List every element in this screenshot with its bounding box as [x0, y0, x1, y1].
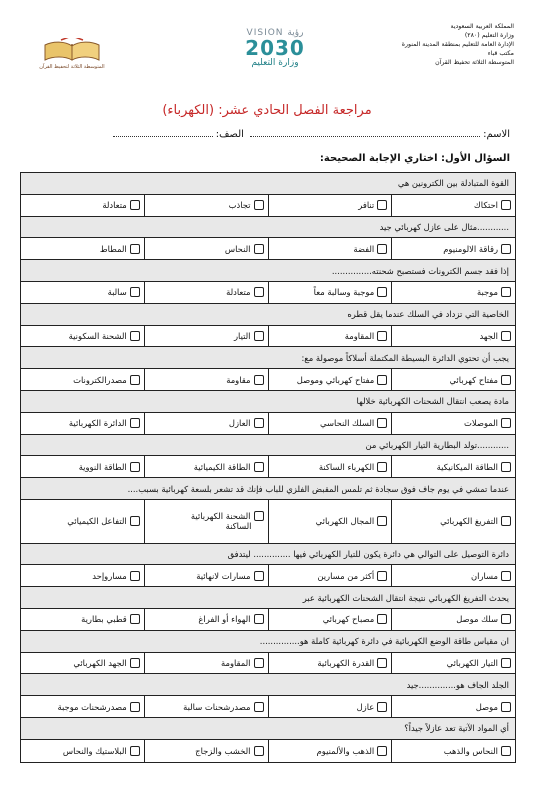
checkbox-icon[interactable]	[130, 462, 140, 472]
option-label: موجبة	[476, 287, 498, 298]
option-label: التيار الكهربائي	[446, 657, 498, 668]
option-label: الشحنة الكهربائية	[190, 511, 251, 522]
answer-option[interactable]	[21, 282, 144, 303]
question-stem: يحدث التفريغ الكهربائي نتيجة انتقال الشحنات الكهربائية عبر	[21, 587, 515, 609]
answer-option[interactable]	[144, 238, 268, 259]
option-label: النحاس والذهب	[443, 745, 498, 756]
answer-options-row	[21, 195, 515, 217]
option-label: الجهد الكهربائي	[73, 657, 127, 668]
option-label: الذهب والألمنيوم	[316, 745, 375, 756]
answer-option[interactable]	[391, 238, 515, 259]
vision-year: 2030	[245, 36, 305, 60]
checkbox-icon[interactable]	[501, 746, 511, 756]
answer-option[interactable]	[268, 653, 392, 674]
checkbox-icon[interactable]	[130, 614, 140, 624]
checkbox-icon[interactable]	[130, 516, 140, 526]
page-title: مراجعة الفصل الحادي عشر: (الكهرباء)	[162, 103, 372, 118]
checkbox-icon[interactable]	[254, 375, 264, 385]
checkbox-icon[interactable]	[501, 418, 511, 428]
checkbox-icon[interactable]	[377, 658, 387, 668]
checkbox-icon[interactable]	[254, 702, 264, 712]
question-stem: القوة المتبادلة بين الكترونين هي	[21, 173, 515, 195]
ministry-name: وزارة التعليم	[251, 58, 299, 68]
answer-option[interactable]	[144, 740, 268, 762]
answer-option[interactable]	[21, 238, 144, 259]
answer-option[interactable]	[144, 413, 268, 434]
answer-option[interactable]	[391, 369, 515, 390]
option-label: موجبة وسالبة معاً	[313, 287, 375, 298]
checkbox-icon[interactable]	[377, 200, 387, 210]
option-label: الجهد	[479, 330, 498, 341]
checkbox-icon[interactable]	[377, 746, 387, 756]
checkbox-icon[interactable]	[130, 746, 140, 756]
answer-option[interactable]	[391, 696, 515, 717]
question-stem: دائرة التوصيل على التوالي هي دائرة يكون للتيار الكهربائي فيها .............. ليتدفق	[21, 544, 515, 566]
answer-options-row	[21, 282, 515, 304]
header-line: الإدارة العامة للتعليم بمنطقة المدينة المنورة	[401, 41, 514, 48]
option-label: الخشب والزجاج	[195, 745, 251, 756]
answer-option[interactable]	[268, 282, 392, 303]
checkbox-icon[interactable]	[377, 244, 387, 254]
name-label: الاسم:	[483, 129, 510, 140]
option-label: مساران	[470, 570, 498, 581]
option-label: مساروإحد	[92, 570, 127, 581]
checkbox-icon[interactable]	[130, 200, 140, 210]
answer-option[interactable]	[391, 456, 515, 477]
answer-option[interactable]	[268, 500, 392, 543]
checkbox-icon[interactable]	[377, 375, 387, 385]
option-label: الطاقة الميكانيكية	[436, 461, 498, 472]
checkbox-icon[interactable]	[130, 244, 140, 254]
option-label: الهواء أو الفراغ	[198, 614, 251, 625]
option-label: مفتاح كهربائي	[449, 374, 498, 385]
checkbox-icon[interactable]	[501, 658, 511, 668]
vision-label: VISION رؤية	[246, 28, 304, 38]
option-label: موصل	[475, 701, 498, 712]
checkbox-icon[interactable]	[130, 658, 140, 668]
checkbox-icon[interactable]	[254, 287, 264, 297]
answer-option[interactable]	[391, 565, 515, 586]
option-label: المقاومة	[220, 657, 251, 668]
option-label: القدرة الكهربائية	[317, 657, 375, 668]
answer-option[interactable]	[21, 369, 144, 390]
option-label: متعادلة	[102, 200, 127, 211]
answer-option[interactable]	[268, 238, 392, 259]
checkbox-icon[interactable]	[130, 418, 140, 428]
answer-option[interactable]	[21, 653, 144, 674]
header-line: المملكة العربية السعودية	[450, 23, 514, 30]
option-label: الكهرباء الساكنة	[318, 461, 375, 472]
option-label: الموصلات	[463, 418, 498, 429]
answer-option[interactable]	[268, 195, 392, 216]
option-label: متعادلة	[226, 287, 251, 298]
questions-table	[20, 172, 516, 763]
answer-option[interactable]	[268, 326, 392, 347]
question-stem: عندما تمشي في يوم جاف فوق سجادة ثم تلمس المقبض الفلزي للباب فإنك قد تشعر بلسعة كهربائية بسبب....	[21, 478, 515, 500]
answer-option[interactable]	[144, 369, 268, 390]
option-label: المجال الكهربائي	[315, 516, 375, 527]
option-label: سالبة	[107, 287, 127, 298]
grade-label: الصف:	[215, 129, 244, 140]
checkbox-icon[interactable]	[254, 200, 264, 210]
question-stem: ان مقياس طاقة الوضع الكهربائية في دائرة كهربائية كاملة هو...............	[21, 631, 515, 653]
answer-option[interactable]	[21, 456, 144, 477]
answer-options-row	[21, 565, 515, 587]
question-stem: ............مثال على عازل كهربائي جيد	[21, 217, 515, 239]
grade-field[interactable]	[113, 128, 213, 137]
option-label: رقاقة الالومنيوم	[443, 243, 498, 254]
question-stem: يجب أن تحتوي الدائرة البسيطة المكتملة أسلاكاً موصولة مع:	[21, 347, 515, 369]
option-label: مصدرشحنات موجبة	[57, 701, 127, 712]
option-label: الفضة	[353, 243, 375, 254]
answer-option[interactable]	[391, 195, 515, 216]
checkbox-icon[interactable]	[130, 702, 140, 712]
option-label: أكثر من مسارين	[317, 570, 375, 581]
checkbox-icon[interactable]	[377, 614, 387, 624]
checkbox-icon[interactable]	[254, 462, 264, 472]
answer-option[interactable]	[21, 696, 144, 717]
student-info-line	[20, 128, 510, 140]
checkbox-icon[interactable]	[377, 331, 387, 341]
checkbox-icon[interactable]	[377, 462, 387, 472]
answer-option[interactable]	[21, 500, 144, 543]
header-ministry-text	[334, 22, 514, 67]
answer-options-row	[21, 500, 515, 544]
option-label: مصدرالكترونات	[73, 374, 127, 385]
checkbox-icon[interactable]	[377, 702, 387, 712]
option-label: الشحنة السكونية	[68, 330, 127, 341]
checkbox-icon[interactable]	[254, 658, 264, 668]
answer-option[interactable]	[21, 740, 144, 762]
answer-option[interactable]	[21, 565, 144, 586]
checkbox-icon[interactable]	[501, 462, 511, 472]
option-label: الطاقة النووية	[78, 461, 127, 472]
option-label: مصدرشحنات سالبة	[183, 701, 251, 712]
option-label: النحاس	[224, 243, 251, 254]
option-label-continued: الساكنة	[225, 521, 252, 532]
option-label: التفاعل الكيميائي	[67, 516, 127, 527]
header-line: وزارة التعليم (٢٨٠)	[464, 32, 514, 39]
checkbox-icon[interactable]	[130, 331, 140, 341]
answer-option[interactable]	[144, 500, 268, 543]
checkbox-icon[interactable]	[254, 571, 264, 581]
checkbox-icon[interactable]	[501, 375, 511, 385]
question-stem: الجلد الجاف هو..............جيد	[21, 674, 515, 696]
checkbox-icon[interactable]	[130, 571, 140, 581]
answer-option[interactable]	[144, 565, 268, 586]
option-label: البلاستيك والنحاس	[62, 745, 127, 756]
option-label: مصباح كهربائي	[322, 614, 375, 625]
checkbox-icon[interactable]	[377, 287, 387, 297]
answer-option[interactable]	[144, 696, 268, 717]
answer-options-row	[21, 238, 515, 260]
answer-options-row	[21, 653, 515, 675]
option-label: احتكاك	[473, 200, 498, 211]
page-header	[20, 22, 514, 84]
option-label: المقاومة	[344, 330, 375, 341]
checkbox-icon[interactable]	[501, 614, 511, 624]
answer-option[interactable]	[21, 413, 144, 434]
option-label: العازل	[228, 418, 251, 429]
answer-option[interactable]	[268, 565, 392, 586]
option-label: الطاقة الكيميائية	[193, 461, 251, 472]
answer-options-row	[21, 740, 515, 762]
question-title: السؤال الأول: اختاري الإجابة الصحيحة:	[319, 153, 510, 164]
checkbox-icon[interactable]	[130, 375, 140, 385]
answer-option[interactable]	[268, 740, 392, 762]
answer-options-row	[21, 369, 515, 391]
vision-2030-logo	[220, 28, 330, 84]
name-field[interactable]	[250, 128, 480, 137]
checkbox-icon[interactable]	[377, 516, 387, 526]
checkbox-icon[interactable]	[254, 511, 264, 521]
option-label: المطاط	[99, 243, 127, 254]
option-label: قطبي بطارية	[81, 614, 127, 625]
answer-option[interactable]	[144, 326, 268, 347]
checkbox-icon[interactable]	[254, 614, 264, 624]
header-line: مكتب قباء	[487, 50, 514, 57]
answer-options-row	[21, 609, 515, 631]
answer-option[interactable]	[268, 369, 392, 390]
option-label: التفريغ الكهربائي	[440, 516, 498, 527]
checkbox-icon[interactable]	[254, 244, 264, 254]
checkbox-icon[interactable]	[501, 200, 511, 210]
answer-options-row	[21, 413, 515, 435]
answer-option[interactable]	[391, 653, 515, 674]
checkbox-icon[interactable]	[377, 571, 387, 581]
answer-option[interactable]	[144, 456, 268, 477]
question-stem: مادة يصعب انتقال الشحنات الكهربائية خلالها	[21, 391, 515, 413]
school-logo	[32, 38, 112, 70]
checkbox-icon[interactable]	[377, 418, 387, 428]
school-logo-text: المتوسطة الثلاثة لتحفيظ القرآن	[39, 64, 105, 70]
answer-option[interactable]	[268, 696, 392, 717]
answer-option[interactable]	[268, 413, 392, 434]
checkbox-icon[interactable]	[254, 418, 264, 428]
checkbox-icon[interactable]	[501, 287, 511, 297]
answer-option[interactable]	[391, 282, 515, 303]
option-label: السلك النحاسي	[320, 418, 375, 429]
option-label: تنافر	[358, 200, 375, 211]
question-stem: أي المواد الآتية تعد عازلاً جيداً؟	[21, 718, 515, 740]
answer-option[interactable]	[391, 413, 515, 434]
answer-option[interactable]	[391, 740, 515, 762]
answer-option[interactable]	[21, 609, 144, 630]
checkbox-icon[interactable]	[130, 287, 140, 297]
option-label: الدائرة الكهربائية	[68, 418, 127, 429]
answer-option[interactable]	[21, 195, 144, 216]
checkbox-icon[interactable]	[501, 331, 511, 341]
question-stem: ............تولد البطارية التيار الكهربائي من	[21, 435, 515, 457]
option-label: تجاذب	[228, 200, 251, 211]
option-label: سلك موصل	[456, 614, 498, 625]
answer-options-row	[21, 696, 515, 718]
checkbox-icon[interactable]	[501, 516, 511, 526]
answer-option[interactable]	[21, 326, 144, 347]
answer-options-row	[21, 456, 515, 478]
answer-option[interactable]	[144, 653, 268, 674]
answer-option[interactable]	[391, 326, 515, 347]
answer-option[interactable]	[268, 456, 392, 477]
question-stem: إذا فقد جسم الكترونات فستصبح شحنته...............	[21, 260, 515, 282]
option-label: مقاومة	[226, 374, 251, 385]
option-label: مفتاح كهربائي وموصل	[296, 374, 375, 385]
answer-option[interactable]	[144, 609, 268, 630]
checkbox-icon[interactable]	[254, 331, 264, 341]
checkbox-icon[interactable]	[501, 702, 511, 712]
question-stem: الخاصية التي تزداد في السلك عندما يقل قطره	[21, 304, 515, 326]
answer-option[interactable]	[391, 500, 515, 543]
answer-option[interactable]	[391, 609, 515, 630]
answer-option[interactable]	[144, 282, 268, 303]
checkbox-icon[interactable]	[501, 244, 511, 254]
answer-option[interactable]	[268, 609, 392, 630]
answer-option[interactable]	[144, 195, 268, 216]
checkbox-icon[interactable]	[501, 571, 511, 581]
header-line: المتوسطة الثلاثة تحفيظ القرآن	[435, 59, 514, 66]
answer-options-row	[21, 326, 515, 348]
option-label: عازل	[356, 701, 375, 712]
open-book-icon	[41, 38, 103, 64]
option-label: التيار	[233, 330, 251, 341]
checkbox-icon[interactable]	[254, 746, 264, 756]
option-label: مسارات لانهائية	[196, 570, 251, 581]
